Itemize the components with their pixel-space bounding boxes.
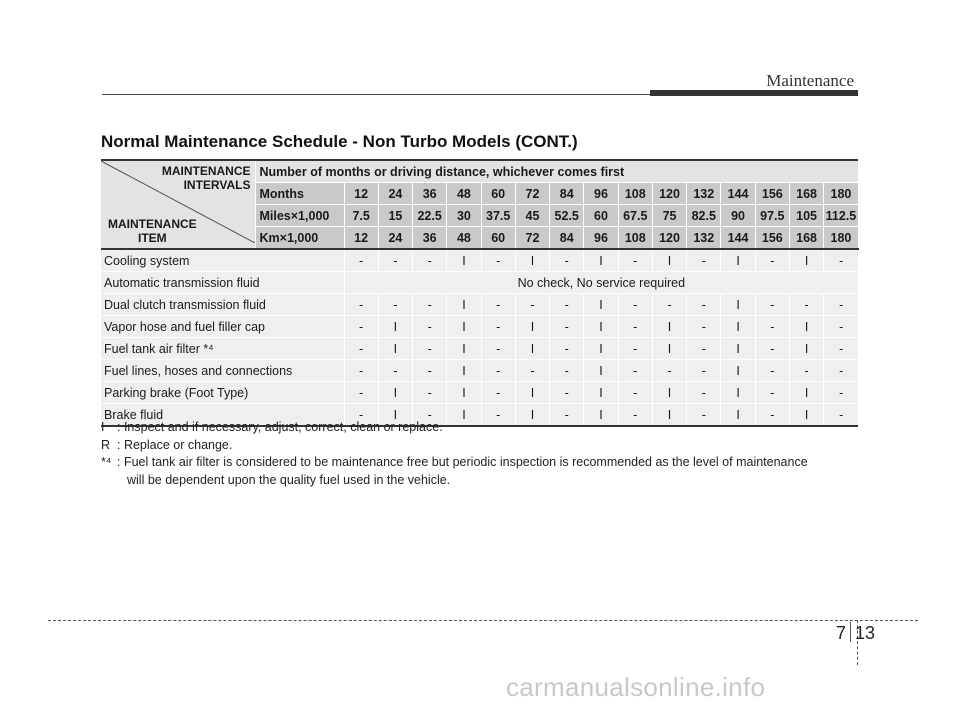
miles-cell: 112.5	[824, 205, 858, 227]
schedule-cell: I	[721, 294, 755, 316]
legend-note	[101, 419, 857, 437]
schedule-cell: I	[652, 249, 686, 272]
miles-cell: 82.5	[687, 205, 721, 227]
schedule-cell: -	[755, 382, 789, 404]
km-cell: 72	[515, 227, 549, 250]
legend-text-continued: will be dependent upon the quality fuel used in the vehicle.	[127, 472, 451, 487]
schedule-cell: I	[721, 316, 755, 338]
schedule-cell: -	[618, 360, 652, 382]
schedule-cell: -	[413, 316, 447, 338]
schedule-cell: I	[584, 249, 618, 272]
schedule-cell: -	[481, 404, 515, 427]
miles-cell: 97.5	[755, 205, 789, 227]
km-cell: 36	[413, 227, 447, 250]
service-note: No check, No service required	[344, 272, 858, 294]
schedule-cell: -	[618, 382, 652, 404]
schedule-cell: -	[515, 294, 549, 316]
months-cell: 12	[344, 183, 378, 205]
km-label: Km×1,000	[255, 227, 344, 250]
legend-text: : Inspect and if necessary, adjust, correct, clean or replace.	[117, 420, 443, 434]
months-label: Months	[255, 183, 344, 205]
table-row	[101, 338, 858, 360]
schedule-cell: I	[447, 382, 481, 404]
months-cell: 120	[652, 183, 686, 205]
km-cell: 132	[687, 227, 721, 250]
schedule-cell: -	[824, 316, 858, 338]
schedule-cell: -	[755, 404, 789, 427]
schedule-cell: I	[378, 404, 412, 427]
legend-note	[101, 437, 857, 455]
schedule-cell: -	[652, 360, 686, 382]
km-cell: 156	[755, 227, 789, 250]
table-row	[101, 249, 858, 272]
miles-cell: 75	[652, 205, 686, 227]
schedule-cell: -	[344, 360, 378, 382]
schedule-cell: -	[618, 316, 652, 338]
km-cell: 180	[824, 227, 858, 250]
corner-item-label: MAINTENANCE ITEM	[108, 217, 197, 245]
schedule-cell: I	[515, 338, 549, 360]
schedule-cell: -	[344, 316, 378, 338]
months-cell: 84	[550, 183, 584, 205]
miles-cell: 45	[515, 205, 549, 227]
corner-intervals-label: MAINTENANCE INTERVALS	[161, 164, 251, 192]
footer-rule	[48, 620, 918, 621]
schedule-cell: -	[789, 360, 823, 382]
schedule-cell: -	[550, 382, 584, 404]
schedule-cell: -	[687, 382, 721, 404]
months-cell: 180	[824, 183, 858, 205]
watermark-text: carmanualsonline.info	[506, 672, 766, 702]
schedule-cell: I	[447, 338, 481, 360]
months-cell: 72	[515, 183, 549, 205]
schedule-cell: -	[550, 294, 584, 316]
schedule-cell: -	[550, 249, 584, 272]
schedule-cell: -	[824, 294, 858, 316]
km-cell: 48	[447, 227, 481, 250]
schedule-cell: -	[378, 249, 412, 272]
schedule-cell: I	[652, 316, 686, 338]
schedule-cell: -	[413, 294, 447, 316]
schedule-cell: -	[755, 249, 789, 272]
months-cell: 36	[413, 183, 447, 205]
schedule-cell: -	[413, 249, 447, 272]
schedule-cell: I	[515, 404, 549, 427]
schedule-cell: -	[550, 404, 584, 427]
schedule-cell: -	[687, 360, 721, 382]
schedule-cell: -	[755, 294, 789, 316]
km-cell: 60	[481, 227, 515, 250]
km-cell: 12	[344, 227, 378, 250]
schedule-cell: -	[550, 316, 584, 338]
schedule-cell: I	[721, 360, 755, 382]
schedule-cell: I	[721, 249, 755, 272]
schedule-cell: -	[481, 360, 515, 382]
maintenance-schedule-table	[101, 159, 859, 427]
schedule-cell: I	[652, 404, 686, 427]
schedule-cell: I	[378, 338, 412, 360]
schedule-cell: -	[481, 316, 515, 338]
km-cell: 144	[721, 227, 755, 250]
miles-cell: 105	[789, 205, 823, 227]
schedule-cell: I	[789, 338, 823, 360]
schedule-cell: I	[378, 382, 412, 404]
schedule-cell: -	[687, 338, 721, 360]
schedule-cell: -	[344, 338, 378, 360]
schedule-cell: -	[618, 249, 652, 272]
schedule-cell: -	[618, 294, 652, 316]
schedule-cell: -	[687, 249, 721, 272]
schedule-cell: I	[584, 338, 618, 360]
schedule-cell: I	[515, 382, 549, 404]
schedule-cell: -	[378, 360, 412, 382]
table-row	[101, 360, 858, 382]
schedule-cell: -	[344, 404, 378, 427]
maintenance-item-label: Vapor hose and fuel filler cap	[101, 316, 344, 338]
maintenance-item-label: Dual clutch transmission fluid	[101, 294, 344, 316]
schedule-cell: I	[447, 316, 481, 338]
interval-header: Number of months or driving distance, whichever comes first	[255, 160, 858, 183]
page-number-value: 13	[855, 623, 876, 643]
miles-label: Miles×1,000	[255, 205, 344, 227]
section-header-title: Maintenance	[766, 71, 854, 90]
schedule-cell: -	[413, 360, 447, 382]
schedule-cell: -	[618, 338, 652, 360]
km-cell: 24	[378, 227, 412, 250]
table-row	[101, 272, 858, 294]
km-cell: 96	[584, 227, 618, 250]
schedule-cell: -	[824, 404, 858, 427]
schedule-cell: -	[481, 338, 515, 360]
months-cell: 132	[687, 183, 721, 205]
km-cell: 108	[618, 227, 652, 250]
legend-note	[101, 454, 857, 472]
maintenance-item-label: Automatic transmission fluid	[101, 272, 344, 294]
schedule-cell: I	[721, 404, 755, 427]
schedule-cell: -	[344, 382, 378, 404]
schedule-cell: I	[447, 294, 481, 316]
months-cell: 168	[789, 183, 823, 205]
schedule-cell: -	[618, 404, 652, 427]
header-rule-accent	[650, 90, 858, 96]
schedule-cell: I	[584, 294, 618, 316]
legend-text: : Replace or change.	[117, 437, 233, 452]
months-cell: 60	[481, 183, 515, 205]
months-cell: 156	[755, 183, 789, 205]
schedule-cell: I	[652, 338, 686, 360]
schedule-cell: I	[447, 360, 481, 382]
schedule-cell: -	[378, 294, 412, 316]
schedule-cell: I	[584, 316, 618, 338]
miles-cell: 37.5	[481, 205, 515, 227]
schedule-cell: -	[824, 338, 858, 360]
schedule-cell: I	[584, 404, 618, 427]
miles-cell: 30	[447, 205, 481, 227]
schedule-cell: -	[481, 249, 515, 272]
miles-cell: 60	[584, 205, 618, 227]
table-row	[101, 316, 858, 338]
schedule-cell: -	[550, 360, 584, 382]
miles-cell: 7.5	[344, 205, 378, 227]
schedule-cell: -	[687, 404, 721, 427]
schedule-cell: -	[652, 294, 686, 316]
schedule-cell: I	[789, 382, 823, 404]
schedule-cell: -	[413, 382, 447, 404]
maintenance-item-label: Fuel lines, hoses and connections	[101, 360, 344, 382]
miles-cell: 90	[721, 205, 755, 227]
schedule-cell: I	[515, 249, 549, 272]
chapter-number: 7	[836, 623, 847, 643]
miles-cell: 22.5	[413, 205, 447, 227]
maintenance-item-label: Parking brake (Foot Type)	[101, 382, 344, 404]
schedule-cell: -	[687, 294, 721, 316]
schedule-cell: I	[515, 316, 549, 338]
schedule-cell: -	[687, 316, 721, 338]
schedule-cell: I	[378, 316, 412, 338]
schedule-cell: I	[584, 382, 618, 404]
page-number	[836, 622, 875, 644]
table-row	[101, 382, 858, 404]
km-cell: 168	[789, 227, 823, 250]
schedule-cell: -	[515, 360, 549, 382]
months-cell: 144	[721, 183, 755, 205]
schedule-cell: -	[824, 249, 858, 272]
schedule-cell: I	[447, 249, 481, 272]
schedule-cell: I	[447, 404, 481, 427]
legend-key: I	[101, 420, 105, 434]
months-cell: 48	[447, 183, 481, 205]
schedule-cell: I	[721, 382, 755, 404]
months-cell: 96	[584, 183, 618, 205]
months-cell: 108	[618, 183, 652, 205]
table-row	[101, 294, 858, 316]
months-cell: 24	[378, 183, 412, 205]
maintenance-item-label: Brake fluid	[101, 404, 344, 427]
schedule-cell: I	[789, 404, 823, 427]
schedule-cell: -	[755, 360, 789, 382]
schedule-cell: -	[824, 360, 858, 382]
miles-cell: 52.5	[550, 205, 584, 227]
schedule-cell: -	[413, 404, 447, 427]
km-cell: 84	[550, 227, 584, 250]
schedule-cell: -	[481, 294, 515, 316]
miles-cell: 15	[378, 205, 412, 227]
schedule-cell: -	[755, 316, 789, 338]
schedule-cell: -	[789, 294, 823, 316]
schedule-cell: -	[481, 382, 515, 404]
legend-key: R	[101, 437, 111, 452]
legend-key: *⁴	[101, 455, 112, 469]
schedule-cell: -	[824, 382, 858, 404]
schedule-cell: -	[413, 338, 447, 360]
maintenance-item-label: Fuel tank air filter *⁴	[101, 338, 344, 360]
schedule-cell: -	[755, 338, 789, 360]
maintenance-item-label: Cooling system	[101, 249, 344, 272]
table-corner-header	[101, 160, 255, 249]
schedule-cell: I	[584, 360, 618, 382]
legend-notes	[101, 419, 857, 489]
schedule-cell: I	[652, 382, 686, 404]
schedule-cell: I	[789, 316, 823, 338]
miles-cell: 67.5	[618, 205, 652, 227]
schedule-cell: -	[550, 338, 584, 360]
legend-text: : Fuel tank air filter is considered to be maintenance free but periodic inspection is recommended as the level of maintenance	[117, 455, 808, 469]
km-cell: 120	[652, 227, 686, 250]
schedule-cell: I	[721, 338, 755, 360]
schedule-cell: -	[344, 294, 378, 316]
schedule-cell: I	[789, 249, 823, 272]
schedule-cell: -	[344, 249, 378, 272]
page-title: Normal Maintenance Schedule - Non Turbo Models (CONT.)	[101, 132, 578, 151]
